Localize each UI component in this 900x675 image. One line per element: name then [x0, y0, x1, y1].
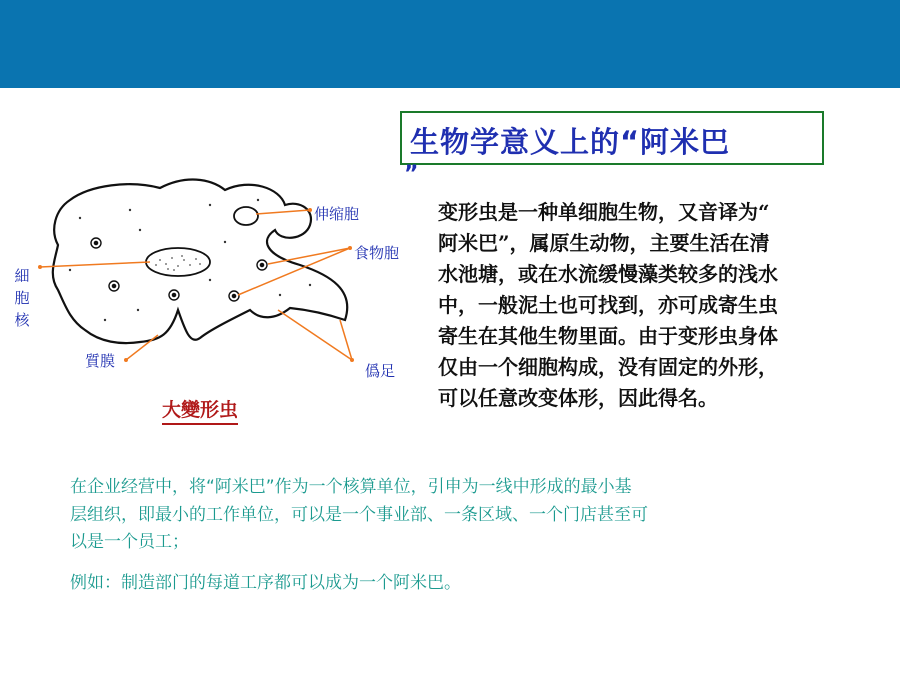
description-line: 水池塘，或在水流缓慢藻类较多的浅水	[438, 262, 778, 286]
description-line: 变形虫是一种单细胞生物，又音译为“	[438, 200, 770, 224]
nucleus	[146, 248, 210, 276]
description-line: 可以任意改变体形，因此得名。	[438, 386, 718, 410]
business-line: 以是一个员工；	[70, 532, 189, 552]
label-food-vacuole: 食物胞	[354, 244, 400, 262]
slide-title-continuation: ”	[404, 162, 419, 187]
diagram-caption: 大變形虫	[162, 395, 238, 425]
description-line: 中，一般泥土也可找到，亦可成寄生虫	[438, 293, 778, 317]
description-line: 阿米巴”，属原生动物，主要生活在清	[438, 231, 770, 255]
description-line: 仅由一个细胞构成，没有固定的外形，	[438, 355, 778, 379]
business-meaning	[70, 474, 850, 557]
business-line: 层组织，即最小的工作单位，可以是一个事业部、一条区域、一个门店甚至可	[70, 504, 648, 525]
label-nucleus: 細胞核	[14, 267, 30, 329]
header-bar	[0, 0, 900, 88]
label-membrane: 質膜	[85, 352, 116, 370]
description-line: 寄生在其他生物里面。由于变形虫身体	[438, 324, 778, 348]
label-contractile-vacuole: 伸缩胞	[314, 205, 360, 223]
business-line: 在企业经营中，将“阿米巴”作为一个核算单位，引申为一线中形成的最小基	[70, 477, 632, 497]
contractile-vacuole	[234, 207, 258, 225]
amoeba-description	[438, 197, 870, 414]
business-example: 例如：制造部门的每道工序都可以成为一个阿米巴。	[70, 573, 461, 593]
label-pseudopod: 僞足	[365, 362, 396, 380]
slide-title: 生物学意义上的“阿米巴	[410, 125, 731, 159]
